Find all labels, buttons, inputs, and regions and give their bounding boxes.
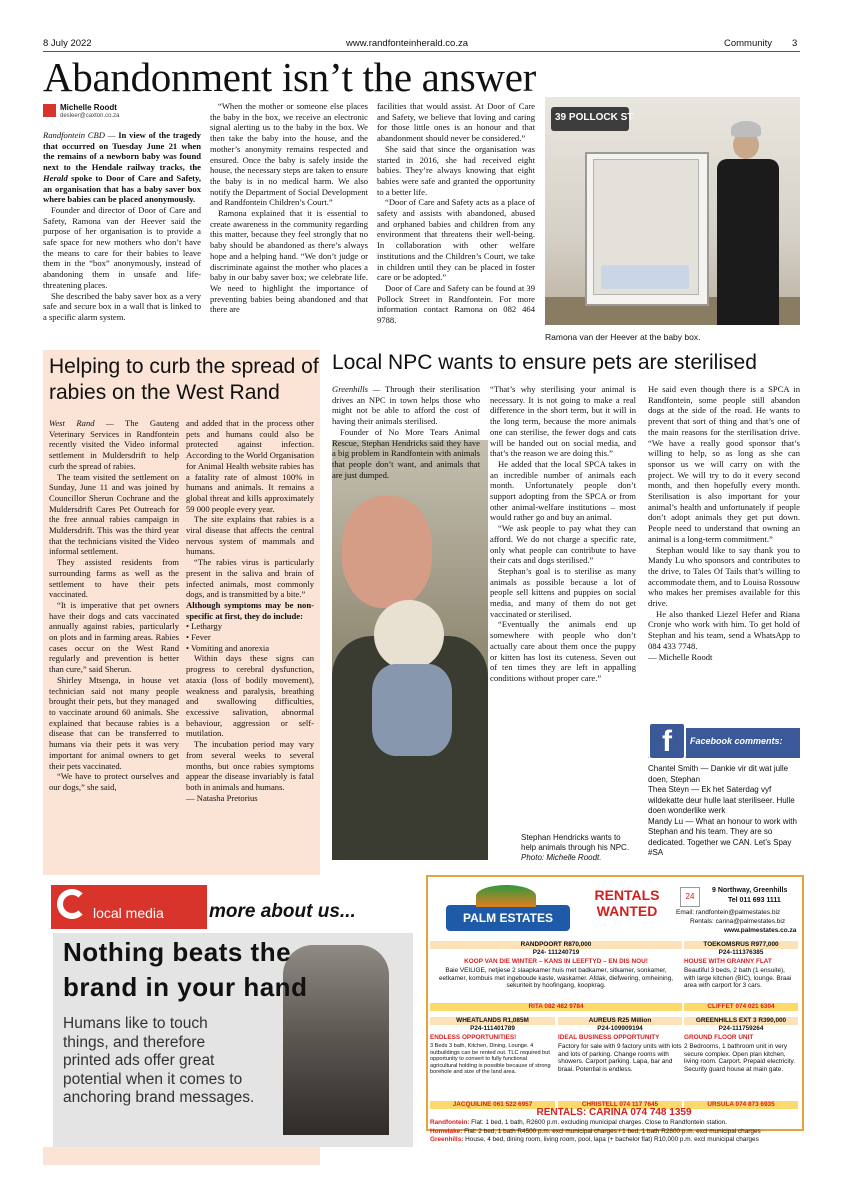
dog-photo-caption	[521, 833, 636, 863]
paragraph: facilities that would assist. At Door of Care and Safety, we believe that loving and caring for those little ones is an honour and that abandonment should never be considered.”	[377, 101, 535, 144]
commenter-name: Thea Steyn	[648, 785, 689, 794]
comment-text: — Ek het Saterdag vyf wildekatte deur hulle laat steriliseer. Hulle doen wonderlike werk	[648, 785, 795, 815]
rental-item	[430, 1128, 800, 1137]
listing-code: P24-111401789	[470, 1025, 515, 1032]
promo-box	[43, 875, 413, 1147]
paragraph: Ramona explained that it is essential to create awareness in the community regarding this matter, because they feel strongly that no baby should be abandoned as there’s always hope and a helping hand. “We don’t judge or discriminate against the mother who places a baby in our baby saver box; we celebrate life. We need to highlight the importance of preventing babies being abandoned and that there are	[210, 208, 368, 315]
commenter-name: Chantel Smith	[648, 764, 699, 773]
paragraph: Founder of No More Tears Animal Rescue, Stephan Hendricks said they have a big problem in Randfontein with animals that people don’t want, and animals that are just dumped.	[332, 426, 480, 480]
paragraph: Stephan would like to say thank you to Mandy Lu who sponsors and contributes to the drive, to Tales Of Tails that’s willing to accommodate them, and to Louisa Rossouw who makes her premises available for this drive.	[648, 544, 800, 609]
article3-column-2	[490, 384, 636, 684]
listing-code: P24- 111240719	[532, 949, 580, 956]
commenter-name: Mandy Lu	[648, 816, 684, 826]
paragraph: and added that in the process other pets and humans could also be protected against infection. According to the World Organisation for Animal Health website rabies has a fatality rate of almost 100% in humans and animals. It remains a global threat and kills approximately 59 000 people every year.	[186, 418, 314, 514]
facebook-comments	[648, 764, 800, 859]
listing-title: RANDPOORT R870,000	[430, 941, 682, 949]
article1-headline: Abandonment isn’t the answer	[43, 54, 536, 100]
website-url[interactable]: www.randfonteinherald.co.za	[346, 38, 468, 49]
listing-wheatlands[interactable]	[430, 1017, 555, 1111]
caption-credit: Photo: Michelle Roodt.	[521, 853, 602, 862]
issue-date: 8 July 2022	[43, 38, 92, 49]
comment-item	[648, 817, 800, 859]
palm-tree-icon	[476, 885, 536, 907]
facebook-icon: f	[648, 722, 686, 760]
listing-agent: CLIFFET 074 021 6304	[684, 1003, 798, 1011]
rental-text: Flat: 1 bed, 1 bath, R2600 p.m. excluding municipal charges. Close to Randfontein station.	[469, 1119, 727, 1126]
listing-aureus[interactable]	[558, 1017, 682, 1111]
paragraph: Stephan’s goal is to sterilise as many animals as possible because a lot of people sell kittens and puppies on social media, and many of them do not get vaccinated or sterilised.	[490, 565, 636, 619]
paragraph: He added that the local SPCA takes in an incredible number of animals each month. Unfortunately people don’t support adopting from the SPCA or from other animal-welfare institutions – most would rather go and buy an animal.	[490, 458, 636, 523]
listing-body: Baie VEILIGE, netjiese 2 slaapkamer huis met badkamer, sitkamer, sonkamer, eetkamer, kombuis met ingeboude kaste, waskamer. Afdak, diefwering, omheining, sekuriteit by hoofingang, koopkrag.	[438, 967, 674, 990]
listing-headline: IDEAL BUSINESS OPPORTUNITY	[558, 1034, 660, 1041]
dateline: Randfontein CBD —	[43, 130, 116, 140]
listing-title: TOEKOMSRUS R977,000	[684, 941, 798, 949]
listing-code: P24-111759264	[718, 1025, 764, 1032]
comment-text: — Dankie vir dit wat julle doen, Stephan	[648, 764, 789, 784]
listing-body: 3 Beds 3 bath, Kitchen, Dining, Lounge. 4 outbuildings can be rented out. TLC required but opportunity to convert to fully functional agricultural holding is possible because of strong borehole and size of the land area.	[430, 1043, 551, 1076]
paragraph: Within days these signs can progress to cerebral dysfunction, ataxia (loss of bodily movement), weakness and paralysis, breathing and swallowing difficulties, excessive salivation, abnormal behaviour, aggression or self-mutilation.	[186, 653, 314, 739]
palm-estates-ad	[426, 875, 804, 1131]
paragraph: “We have to protect ourselves and our dogs,” she said,	[49, 771, 179, 792]
article2-column-1	[49, 418, 179, 793]
article3-headline: Local NPC wants to ensure pets are sterilised	[332, 351, 757, 374]
paragraph: Through their sterilisation drives an NPC in town helps those who might not be able to afford the cost of having their animals sterilised.	[332, 384, 480, 427]
symptoms-heading: Although symptoms may be non-specific at first, they do include:	[186, 599, 314, 621]
listing-headline: HOUSE WITH GRANNY FLAT	[684, 958, 772, 965]
promo-headline: Nothing beats the brand in your hand	[63, 937, 308, 1002]
listing-code: P24-111376385	[718, 949, 764, 956]
page-number: 3	[792, 38, 798, 49]
paragraph: Founder and director of Door of Care and Safety, Ramona van der Heever said the purpose of her organisation is to provide a safe space for new mothers who don’t have the means to care for their babies to leave them in the “box” anonymously, instead of abandoning them in unsafe and life-threatening places.	[43, 204, 201, 290]
facebook-title: Facebook comments:	[690, 736, 783, 746]
paragraph: Door of Care and Safety can be found at 39 Pollock Street in Randfontein. For more information contact Ramona on 082 464 9788.	[377, 282, 535, 326]
rentals-list	[430, 1119, 800, 1145]
listing-greenhills[interactable]	[684, 1017, 798, 1111]
article3-column-1	[332, 384, 480, 480]
article1-column-2	[210, 101, 368, 315]
calendar-icon: 24	[680, 887, 700, 907]
palm-estates-logo: PALM ESTATES	[446, 905, 570, 931]
section-name: Community	[724, 38, 773, 49]
listing-body: Beautiful 3 beds, 2 bath (1 ensuite), with large kitchen (BIC), lounge. Braai area with carport for 3 cars.	[684, 967, 792, 990]
rentals-wanted: RENTALS WANTED	[594, 887, 660, 919]
byline: — Michelle Roodt	[648, 651, 713, 662]
listing-code: P24-109909194	[597, 1025, 643, 1032]
article2-column-2	[186, 418, 314, 803]
promo-tagline: more about us...	[209, 901, 356, 922]
paragraph: “It is imperative that pet owners have their dogs and cats vaccinated annually against rabies, particularly on plots and in farming areas. Rabies cases occur on the West Rand regularly and prevention is better than cure,” said Sherun.	[49, 599, 179, 675]
street-sign: 39 POLLOCK ST	[555, 112, 634, 123]
author-name: Michelle Roodt	[60, 103, 117, 112]
rental-item	[430, 1119, 800, 1128]
lead-text-2: spoke to Door of Care and Safety, an organisation that has a baby saver box where babies can be placed anonymously.	[43, 172, 201, 205]
paragraph: “That’s why sterilising your animal is necessary. It is not going to make a real difference in the short term, but it will in the long term, because the more animals one can sterilise, the fewer dogs and cats will be handed out on social media, and that’s the reason we are doing this.”	[490, 384, 636, 459]
symptom-item: • Lethargy	[186, 621, 223, 632]
listing-headline: ENDLESS OPPORTUNITIES!	[430, 1034, 517, 1041]
paragraph: “Door of Care and Safety acts as a place of safety and assists with abandoned, abused and orphaned babies and children from any environment that threatens their well-being. In collaboration with other welfare institutions and the Children’s Court, we take in children until they can be placed in foster care or be adopted.”	[377, 197, 535, 283]
listing-agent: JACQUILINE 061 522 6957	[430, 1101, 555, 1109]
listing-agent: URSULA 074 873 6935	[684, 1101, 798, 1109]
local-media-logo-icon	[57, 889, 87, 919]
symptom-item: • Vomiting and anorexia	[186, 642, 270, 653]
rental-area: Randfontein:	[430, 1119, 470, 1126]
ad-website[interactable]: www.palmestates.co.za	[724, 927, 797, 934]
listing-body: 2 Bedrooms, 1 bathroom unit in very secure complex. Open plan kitchen, living room. Carport. Prepaid electricity. Security guard house at main gate.	[684, 1043, 796, 1073]
stephan-dog-photo	[332, 440, 488, 860]
paragraph: “We ask people to pay what they can afford. We do not charge a specific rate, only what people can contribute to have their cats and dogs sterilised.”	[490, 523, 636, 566]
paragraph: She said that since the organisation was started in 2016, she had received eight babies. They’re always knowing that eight babies were safe and granted the opportunity to a better life.	[377, 143, 535, 197]
paragraph: They assisted residents from surrounding farms as well as the settlement to have their pets vaccinated.	[49, 557, 179, 600]
paragraph: The incubation period may vary from several weeks to several months, but once rabies symptoms appear the disease invariably is fatal both in animals and humans.	[186, 739, 314, 792]
comment-item	[648, 764, 800, 785]
listing-randpoort[interactable]	[430, 941, 682, 1013]
paragraph: “When the mother or someone else places the baby in the box, we receive an electronic signal alerting us to the baby in the box. We then take the baby into the house, and the mother’s anonymity remains respected and ensured. Once the baby is safely inside the house, the necessary steps are taken to ensure the baby is in no medical harm. We also notify the Department of Social Development and Randfontein Children’s Court.”	[210, 101, 368, 208]
caption-text: Stephan Hendricks wants to help animals through his NPC.	[521, 833, 630, 852]
article1-column-3	[377, 101, 535, 326]
comment-item	[648, 785, 800, 817]
author-email[interactable]: desleer@caxton.co.za	[60, 113, 120, 119]
paragraph: The site explains that rabies is a viral disease that affects the central nervous system of mammals and humans.	[186, 514, 314, 557]
listing-body: Factory for sale with 9 factory units with lots and lots of parking. Change rooms with showers. Carport parking. Lapa, bar and braai. Potential is endless.	[558, 1043, 682, 1073]
paragraph: The team visited the settlement on Sunday, June 11 and was joined by Councillor Sherun Cochrane and the Muldersdrift Cares Pet Outreach for the free annual rabies campaign in Muldersdrift. This was the third year that the technicians visited the Video informal settlement.	[49, 471, 179, 557]
paragraph: Shirley Mtsenga, in house vet technician said not many people brought their pets, but they managed to vaccinate around 60 animals. She explained that because rabies is a disease that can be transferred to humans via their pets it was very important for animal owners to get their pets vaccinated.	[49, 674, 179, 771]
listing-headline: GROUND FLOOR UNIT	[684, 1034, 754, 1041]
lead-paper: Herald	[43, 172, 68, 183]
paragraph: She described the baby saver box as a very safe and secure box in a wall that is linked to a specific alarm system.	[43, 290, 201, 322]
listing-headline: KOOP VAN DIE WINTER – KANS IN LEEFTYD – EN DIS NOU!	[464, 958, 648, 965]
dateline: West Rand —	[49, 418, 114, 428]
paragraph: He also thanked Liezel Hefer and Riana Cronje who work with him. To get hold of Stephan and his team, send a WhatsApp to 084 433 7748.	[648, 608, 800, 651]
rental-area: Greenhills:	[430, 1136, 464, 1144]
rental-text: House, 4 bed, dining room, living room, pool, lapa (+ bachelor flat) R10,000 p.m. excl municipal charges	[463, 1136, 759, 1144]
ad-address: 9 Northway, Greenhills	[712, 887, 788, 894]
paragraph: “The rabies virus is particularly present in the saliva and brain of infected animals, most commonly dogs, and is transmitted by a bite.”	[186, 557, 314, 600]
promo-body: Humans like to touch things, and therefore printed ads offer great potential when it comes to anchoring brand messages.	[63, 1015, 255, 1106]
rental-text: Flat: 2 bed, 1 bath R4500 p.m. excl municipal charges / 1 bed, 1 bath R2800 p.m. excl municipal charges	[462, 1127, 761, 1135]
comment-text: — What an honour to work with Stephan and his team. They are so dedicated. Together we CAN. Let’s Spay #SA	[648, 816, 797, 857]
symptom-item: • Fever	[186, 632, 211, 643]
listing-title: AUREUS R25 Million	[558, 1017, 682, 1025]
article1-column-1	[43, 130, 201, 323]
listing-agent: CHRISTELL 074 117 7645	[558, 1101, 682, 1109]
baby-box-photo	[545, 97, 800, 325]
paragraph: He said even though there is a SPCA in Randfontein, some people still abandon dogs at the side of the road. He wants to prevent that sort of thing and that’s one of the main reasons for the sterilisation drive. “We have a really good sponsor that’s willing to help, so as long as she can sponsor us we will carry on with the project. We will try to do it every second month, and then hopefully every month. Sterilisation is also important for your animal’s health and unfortunately if people don’t adopt animals they get put down. People need to understand that owning an animal is a long-term commitment.”	[648, 384, 800, 544]
listing-toekomsrus[interactable]	[684, 941, 798, 1013]
ad-email[interactable]: Email: randfontein@palmestates.biz	[676, 909, 781, 916]
dateline: Greenhills —	[332, 384, 381, 394]
local-media-brand: local media	[93, 905, 164, 921]
listing-title: GREENHILLS EXT 3 R390,000	[684, 1017, 798, 1025]
lead-text: In view of the tragedy that occurred on Tuesday June 21 when the remains of a newborn baby was found next to the Hendale railway tracks, the	[43, 130, 201, 173]
rentals-contact[interactable]: RENTALS: CARINA 074 748 1359	[536, 1107, 692, 1118]
article3-column-3	[648, 384, 800, 662]
byline: — Natasha Pretorius	[186, 792, 258, 803]
listing-title: WHEATLANDS R1,085M	[430, 1017, 555, 1025]
listing-agent: RITA 082 482 9784	[430, 1003, 682, 1011]
paragraph: The Gauteng Veterinary Services in Randfontein recently visited the Video informal settlement in Muldersdrift to help curb the spread of rabies.	[49, 418, 179, 471]
photo-caption: Ramona van der Heever at the baby box.	[545, 332, 701, 342]
article2-headline: Helping to curb the spread of rabies on the West Rand	[49, 355, 319, 404]
paragraph: “Eventually the animals end up somewhere with people who don’t actually care about them once the puppy or kitten has lost its cuteness. Seven out of ten times they are left in appalling conditions without proper care.”	[490, 619, 636, 683]
ad-rentals-email[interactable]: Rentals: carina@palmestates.biz	[690, 918, 786, 925]
author-marker	[43, 104, 56, 117]
rental-area: Homelake:	[430, 1127, 463, 1135]
ad-tel[interactable]: Tel 011 693 1111	[728, 897, 781, 904]
rental-item	[430, 1136, 800, 1145]
